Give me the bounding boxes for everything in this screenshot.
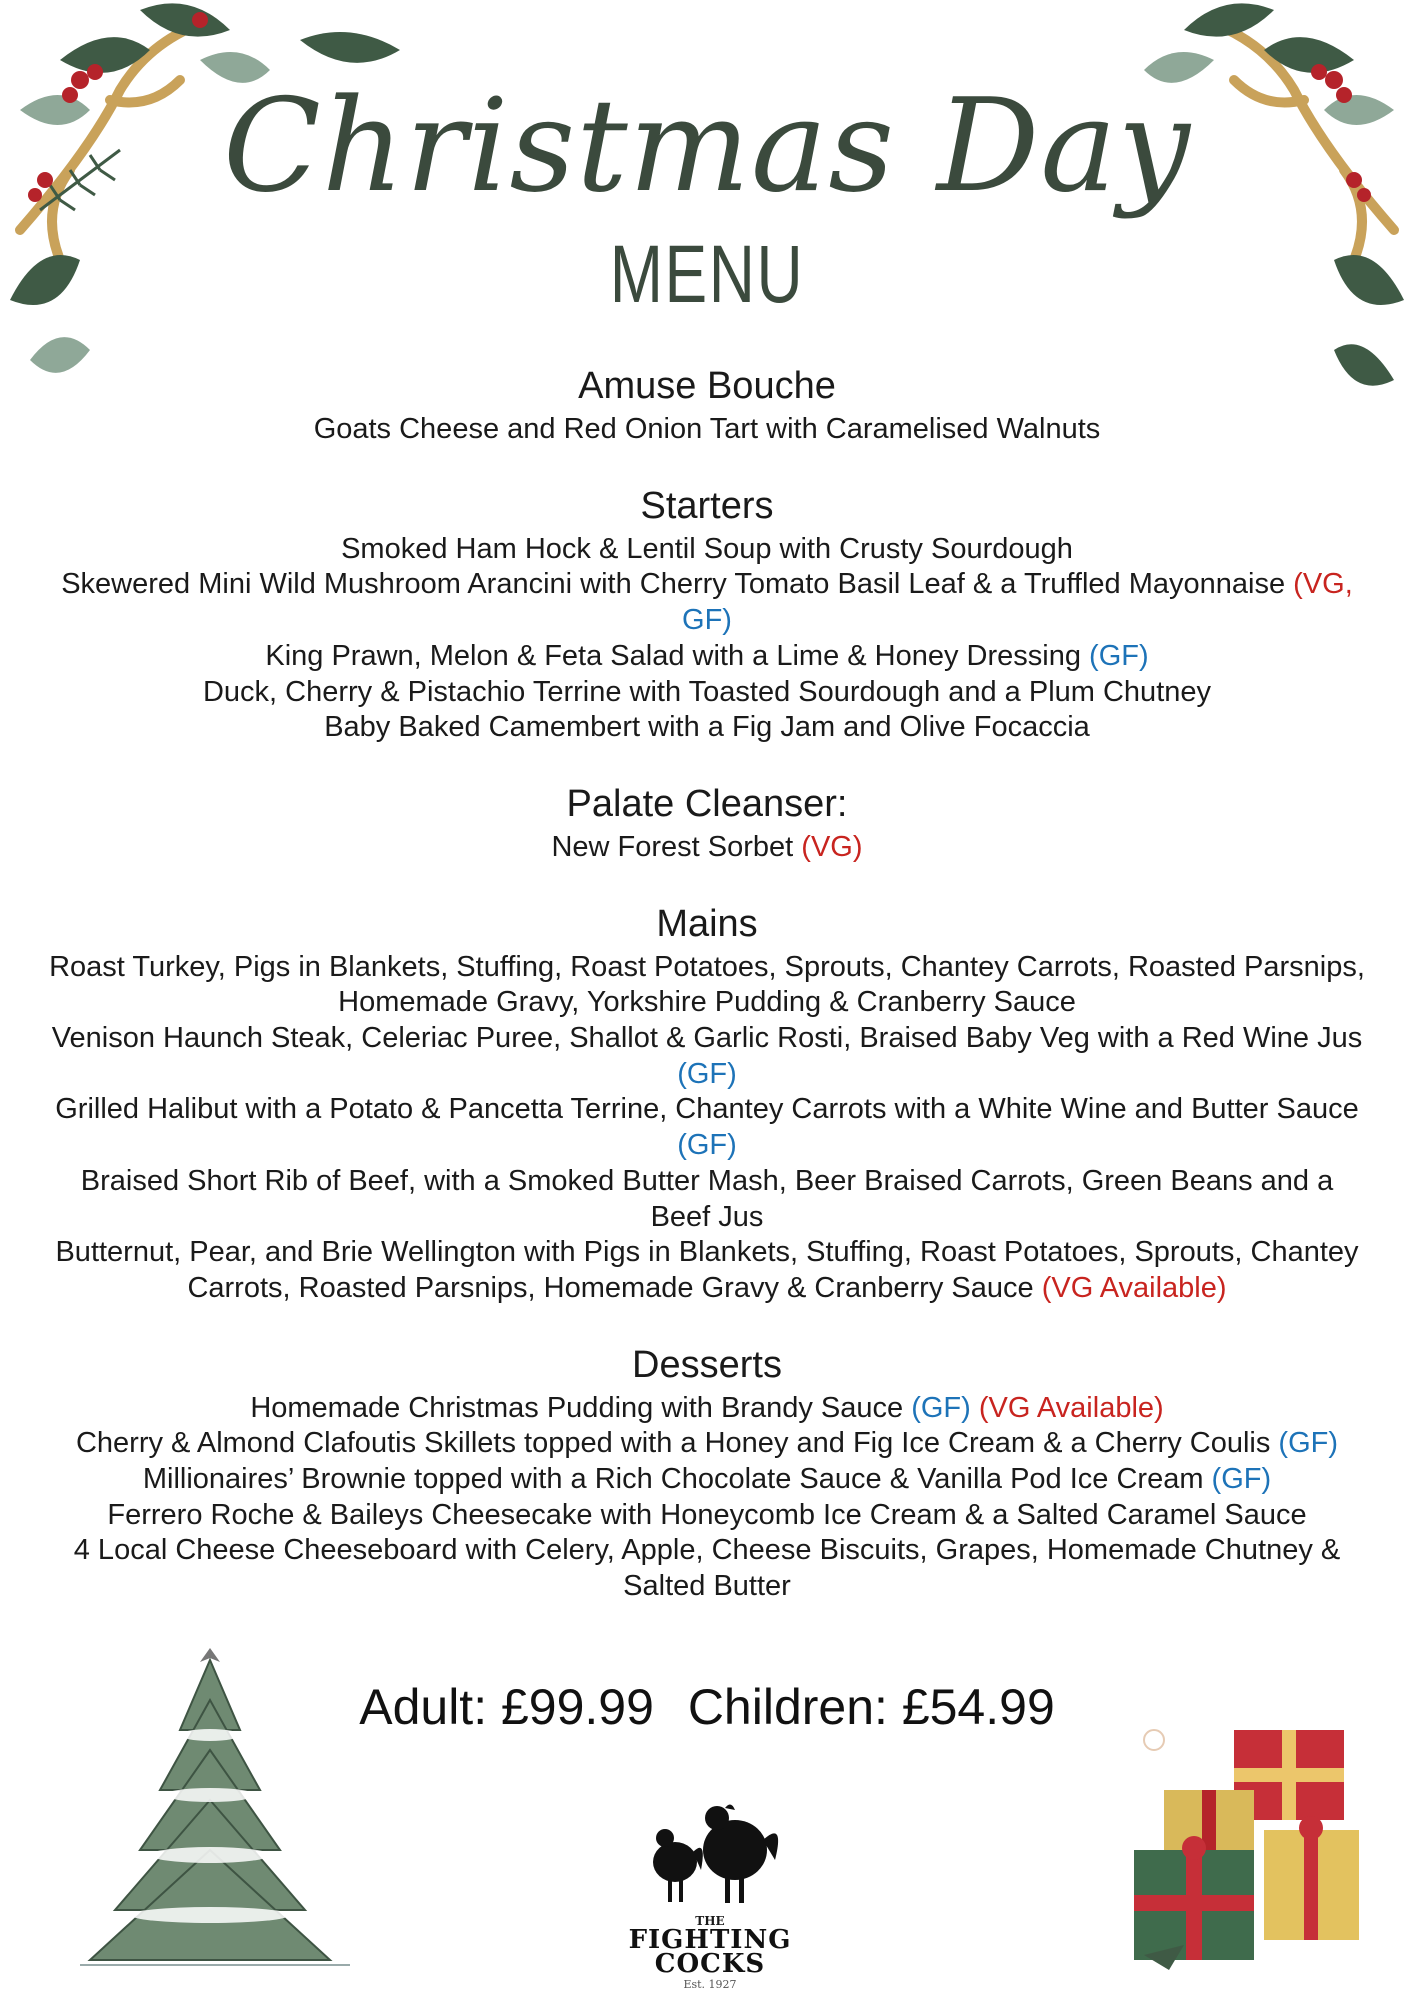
price-adult: Adult: £99.99 bbox=[359, 1679, 654, 1735]
menu-item bbox=[47, 950, 1367, 1021]
fighting-cocks-logo bbox=[620, 1800, 800, 1995]
menu-item bbox=[47, 1021, 1367, 1092]
dietary-tag: (VG) bbox=[801, 830, 863, 863]
christmas-tree-icon bbox=[60, 1640, 360, 1970]
dietary-tag: (VG, bbox=[1293, 568, 1353, 601]
menu-item bbox=[47, 1092, 1367, 1163]
menu-item-text: Baby Baked Camembert with a Fig Jam and Olive Focaccia bbox=[324, 711, 1090, 744]
menu-item bbox=[47, 639, 1367, 675]
menu-item-text: 4 Local Cheese Cheeseboard with Celery, Apple, Cheese Biscuits, Grapes, Homemade Chutney & Salted Butter bbox=[73, 1534, 1341, 1603]
menu-item bbox=[47, 567, 1367, 638]
menu-item-text: Duck, Cherry & Pistachio Terrine with Toasted Sourdough and a Plum Chutney bbox=[202, 675, 1212, 708]
section-heading: Desserts bbox=[632, 1343, 782, 1386]
section-heading: Starters bbox=[640, 484, 774, 527]
logo-the: THE bbox=[695, 1914, 725, 1928]
gift-boxes-icon bbox=[1124, 1710, 1374, 1980]
menu-item bbox=[47, 1164, 1367, 1235]
menu-section bbox=[30, 900, 1384, 1307]
menu-item-text: Smoked Ham Hock & Lentil Soup with Crusty Sourdough bbox=[341, 532, 1073, 565]
menu-section bbox=[30, 1341, 1384, 1605]
section-heading: Palate Cleanser: bbox=[566, 782, 848, 825]
section-heading: Amuse Bouche bbox=[578, 365, 836, 407]
menu-item bbox=[47, 1426, 1367, 1462]
menu-item-text: Skewered Mini Wild Mushroom Arancini with Cherry Tomato Basil Leaf & a Truffled Mayonnaise bbox=[61, 568, 1286, 601]
menu-item bbox=[47, 675, 1367, 711]
menu-item bbox=[47, 1391, 1367, 1427]
logo-line2: COCKS bbox=[654, 1949, 766, 1979]
dietary-tag: (GF) bbox=[1089, 639, 1149, 672]
menu-item bbox=[47, 1462, 1367, 1498]
menu-item bbox=[47, 710, 1367, 746]
dietary-tag: (GF) bbox=[911, 1391, 971, 1424]
logo-est: Est. 1927 bbox=[683, 1978, 737, 1991]
dietary-tag: (GF) bbox=[677, 1057, 737, 1090]
logo-line1: FIGHTING bbox=[628, 1925, 792, 1955]
menu-item-text: Braised Short Rib of Beef, with a Smoked Butter Mash, Beer Braised Carrots, Green Beans and a Beef Jus bbox=[80, 1164, 1334, 1233]
menu-item-text: Goats Cheese and Red Onion Tart with Caramelised Walnuts bbox=[313, 413, 1101, 445]
dietary-tag: (VG Available) bbox=[978, 1391, 1164, 1424]
menu-item bbox=[47, 1533, 1367, 1604]
menu-section bbox=[30, 482, 1384, 746]
menu-item-text: New Forest Sorbet bbox=[551, 830, 794, 863]
menu-item bbox=[47, 1235, 1367, 1306]
dietary-tag: (GF) bbox=[677, 1129, 737, 1162]
dietary-tag: (GF) bbox=[1278, 1427, 1338, 1460]
menu-item bbox=[47, 1498, 1367, 1534]
section-heading: Mains bbox=[656, 902, 758, 945]
menu-item-text: Cherry & Almond Clafoutis Skillets topped with a Honey and Fig Ice Cream & a Cherry Coulis bbox=[75, 1427, 1271, 1460]
dietary-tag: (VG Available) bbox=[1041, 1271, 1227, 1304]
dietary-tag: (GF) bbox=[1211, 1463, 1272, 1496]
menu-item bbox=[47, 412, 1367, 448]
menu-item-text: Millionaires’ Brownie topped with a Rich Chocolate Sauce & Vanilla Pod Ice Cream bbox=[142, 1463, 1204, 1496]
title-script: Christmas Day bbox=[223, 72, 1191, 221]
menu-item-text: Venison Haunch Steak, Celeriac Puree, Shallot & Garlic Rosti, Braised Baby Veg with a Red Wine Jus bbox=[51, 1022, 1363, 1055]
dietary-tag: GF) bbox=[682, 604, 732, 637]
menu-item bbox=[47, 830, 1367, 866]
menu-item-text: King Prawn, Melon & Feta Salad with a Lime & Honey Dressing bbox=[265, 639, 1081, 672]
menu-content bbox=[30, 362, 1384, 1639]
menu-item-text: Homemade Christmas Pudding with Brandy Sauce bbox=[250, 1391, 904, 1424]
menu-item-text: Butternut, Pear, and Brie Wellington with Pigs in Blankets, Stuffing, Roast Potatoes, Sprouts, Chantey Carrots, Roasted Parsnips, Homemade Gravy & Cranberry Sauce bbox=[55, 1236, 1359, 1304]
price-children: Children: £54.99 bbox=[687, 1679, 1055, 1735]
menu-item bbox=[47, 532, 1367, 568]
title-menu: MENU bbox=[609, 229, 805, 320]
menu-item-text: Grilled Halibut with a Potato & Pancetta Terrine, Chantey Carrots with a White Wine and Butter Sauce bbox=[55, 1093, 1359, 1126]
menu-section bbox=[30, 780, 1384, 866]
menu-section bbox=[30, 362, 1384, 448]
menu-item-text: Roast Turkey, Pigs in Blankets, Stuffing, Roast Potatoes, Sprouts, Chantey Carrots, Roasted Parsnips, Homemade Gravy, Yorkshire Pudding & Cranberry Sauce bbox=[49, 950, 1365, 1019]
rooster-logo-icon bbox=[635, 1800, 785, 1910]
menu-item-text: Ferrero Roche & Baileys Cheesecake with Honeycomb Ice Cream & a Salted Caramel Sauce bbox=[107, 1498, 1307, 1531]
